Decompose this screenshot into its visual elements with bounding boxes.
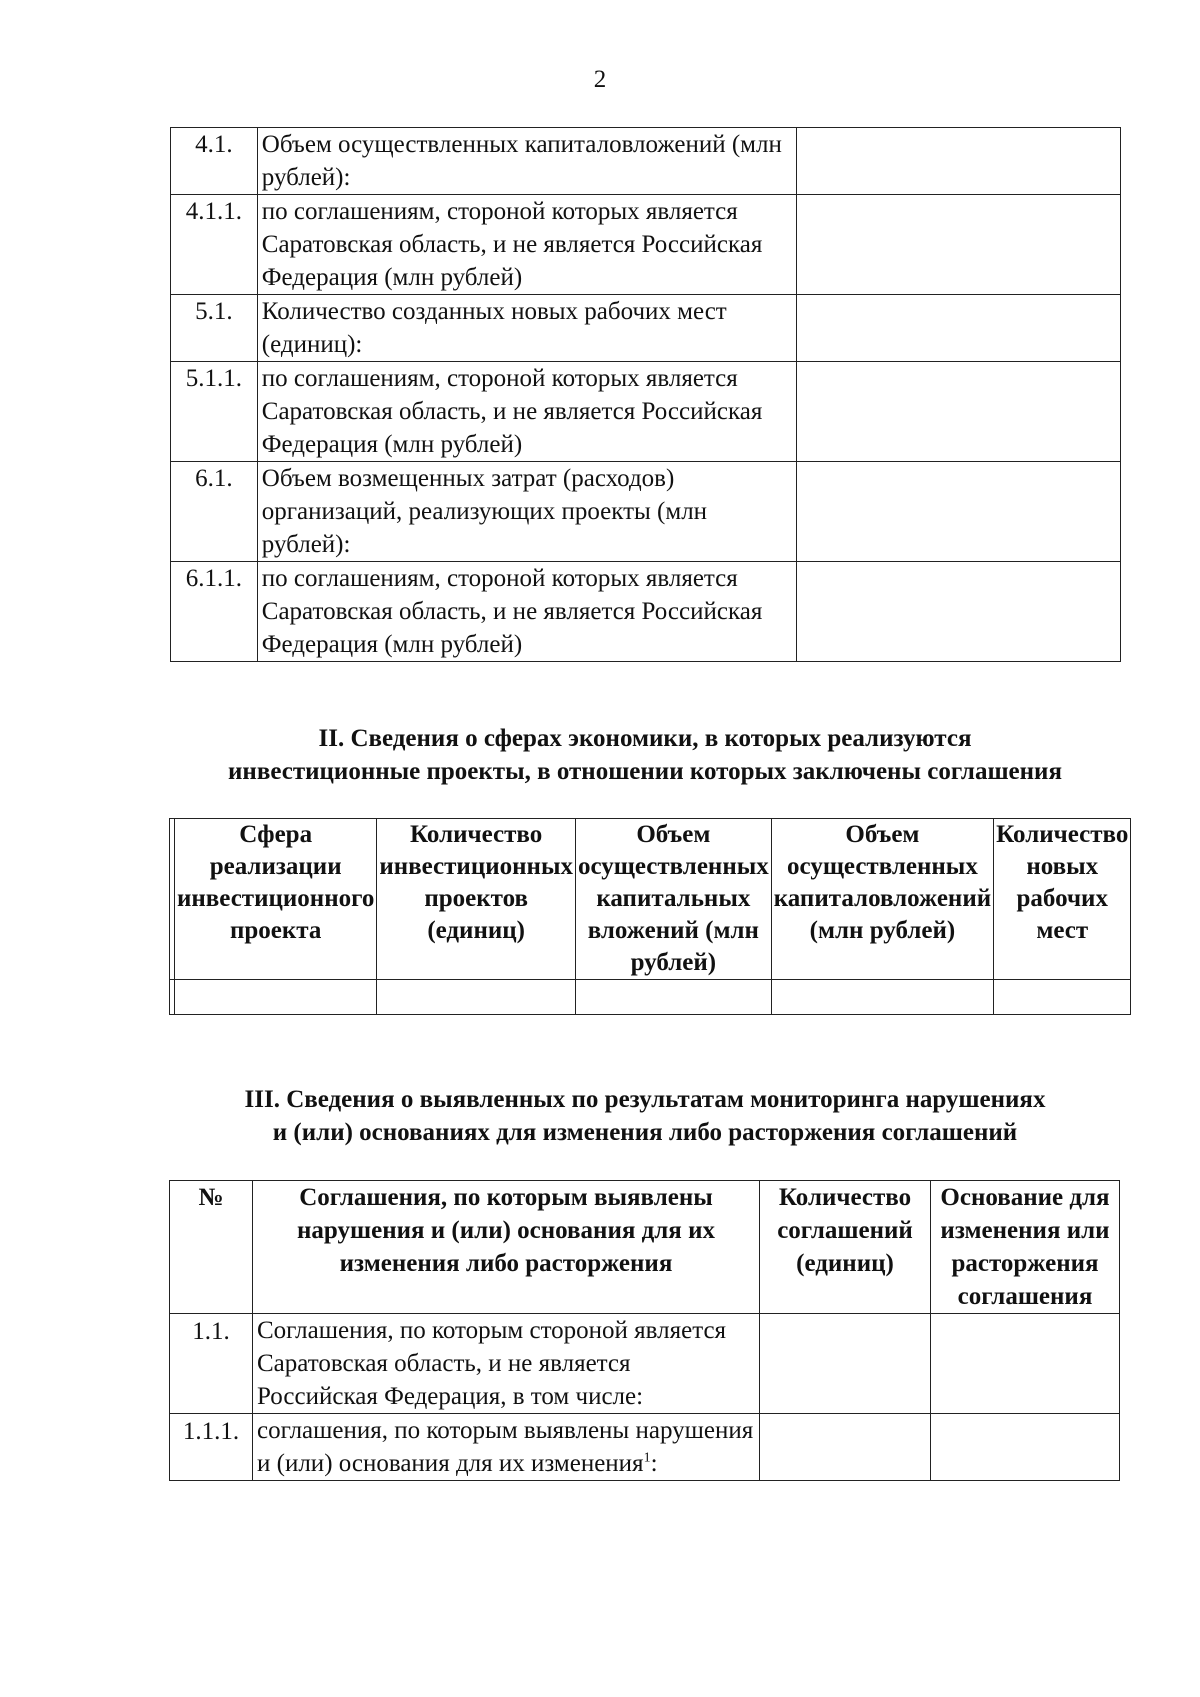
row-number: 5.1. (171, 295, 258, 362)
row-number: 4.1. (171, 128, 258, 195)
row-text: соглашения, по которым выявлены нарушения и (или) основания для их изменения (257, 1417, 754, 1477)
section-3-heading (130, 1083, 1160, 1149)
row-text-cell (253, 1414, 760, 1481)
value-cell[interactable] (931, 1414, 1120, 1481)
column-header-capital-investments: Объем осуществленных капитальных вложений (млн рублей) (575, 819, 771, 980)
row-text: Объем возмещенных затрат (расходов) организаций, реализующих проекты (млн рублей): (257, 462, 797, 562)
value-cell[interactable] (760, 1314, 931, 1414)
column-header-capital-investments-2: Объем осуществленных капиталовложений (млн рублей) (771, 819, 993, 980)
column-header-projects-count: Количество инвестиционных проектов (единиц) (377, 819, 576, 980)
row-number: 6.1. (171, 462, 258, 562)
row-number: 1.1.1. (170, 1414, 253, 1481)
header-row (170, 1181, 1120, 1314)
violations-table (169, 1180, 1120, 1481)
row-text: Соглашения, по которым стороной является Саратовская область, и не является Российская Федерация, в том числе: (253, 1314, 760, 1414)
value-cell[interactable] (931, 1314, 1120, 1414)
table-row (171, 362, 1121, 462)
economy-spheres-table (169, 818, 1131, 1015)
value-cell[interactable] (797, 362, 1121, 462)
row-text-suffix: : (650, 1450, 658, 1477)
column-header-basis: Основание для изменения или расторжения соглашения (931, 1181, 1120, 1314)
page-number: 2 (593, 66, 607, 93)
value-cell[interactable] (797, 128, 1121, 195)
row-number: 5.1.1. (171, 362, 258, 462)
table-row (171, 562, 1121, 662)
column-header-agreements: Соглашения, по которым выявлены нарушения и (или) основания для их изменения либо расторжения (253, 1181, 760, 1314)
empty-cell[interactable] (994, 980, 1131, 1015)
heading-line: и (или) основаниях для изменения либо расторжения соглашений (272, 1119, 1018, 1146)
empty-cell[interactable] (575, 980, 771, 1015)
row-text: Объем осуществленных капиталовложений (млн рублей): (257, 128, 797, 195)
section-2-heading (130, 722, 1160, 788)
indicators-table (170, 127, 1121, 662)
heading-line: III. Сведения о выявленных по результатам мониторинга нарушениях (244, 1086, 1046, 1113)
column-header-sphere: Сфера реализации инвестиционного проекта (175, 819, 377, 980)
column-header-number: № (170, 1181, 253, 1314)
row-text: Количество созданных новых рабочих мест (единиц): (257, 295, 797, 362)
row-text: по соглашениям, стороной которых является Саратовская область, и не является Российская Федерация (млн рублей) (257, 362, 797, 462)
table-row (171, 462, 1121, 562)
table-row (171, 195, 1121, 295)
value-cell[interactable] (797, 562, 1121, 662)
value-cell[interactable] (797, 295, 1121, 362)
empty-cell[interactable] (377, 980, 576, 1015)
heading-line: II. Сведения о сферах экономики, в которых реализуются (318, 725, 972, 752)
footnote-marker: 1 (643, 1450, 651, 1466)
row-text: по соглашениям, стороной которых является Саратовская область, и не является Российская Федерация (млн рублей) (257, 562, 797, 662)
empty-cell[interactable] (175, 980, 377, 1015)
row-text: по соглашениям, стороной которых является Саратовская область, и не является Российская Федерация (млн рублей) (257, 195, 797, 295)
row-number: 6.1.1. (171, 562, 258, 662)
table-row (170, 980, 1131, 1015)
table-row (170, 1314, 1120, 1414)
column-header-agreements-count: Количество соглашений (единиц) (760, 1181, 931, 1314)
value-cell[interactable] (797, 195, 1121, 295)
table-row (170, 1414, 1120, 1481)
table-row (171, 128, 1121, 195)
empty-cell[interactable] (771, 980, 993, 1015)
row-number: 4.1.1. (171, 195, 258, 295)
row-number: 1.1. (170, 1314, 253, 1414)
table-row (171, 295, 1121, 362)
value-cell[interactable] (760, 1414, 931, 1481)
header-row (170, 819, 1131, 980)
heading-line: инвестиционные проекты, в отношении которых заключены соглашения (228, 758, 1062, 785)
column-header-new-jobs: Количество новых рабочих мест (994, 819, 1131, 980)
value-cell[interactable] (797, 462, 1121, 562)
